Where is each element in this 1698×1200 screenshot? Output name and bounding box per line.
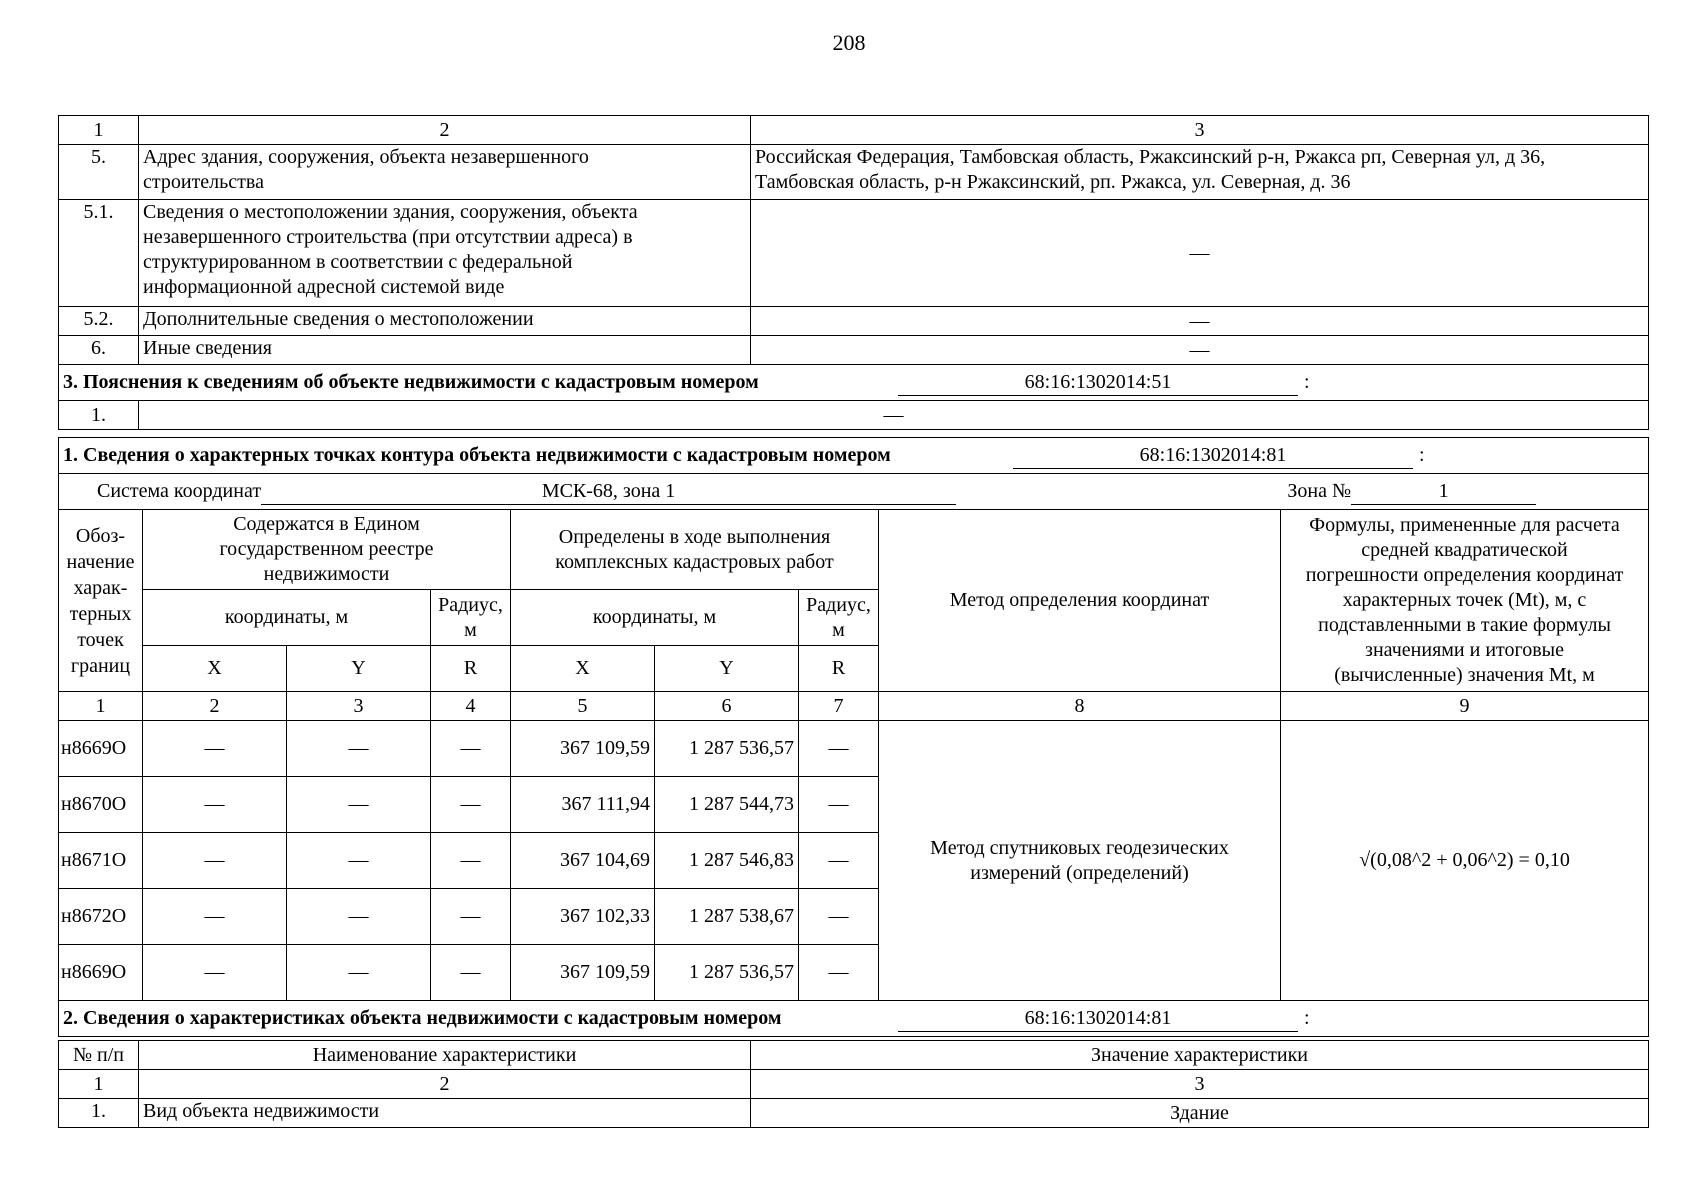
cadastral-number: 68:16:1302014:81 [898, 1006, 1298, 1032]
column-number: 3 [751, 1070, 1649, 1099]
point-name: н8670О [59, 777, 143, 833]
row-number: 5. [59, 145, 139, 200]
radius-header: Радиус, м [799, 590, 879, 646]
colon: : [1304, 370, 1310, 393]
row-number: 1. [59, 401, 139, 430]
characteristic-name: Иные сведения [139, 336, 751, 365]
r-value: — [799, 889, 879, 945]
table-row [59, 200, 1649, 307]
formula-value: √(0,08^2 + 0,06^2) = 0,10 [1281, 721, 1649, 1001]
column-number: 9 [1281, 692, 1649, 721]
column-number: 2 [139, 116, 751, 145]
point-row [59, 721, 1649, 777]
column-number-row [59, 692, 1649, 721]
coordinates-header: координаты, м [143, 590, 431, 646]
method-header: Метод определения координат [879, 510, 1281, 692]
x-egrn: — [143, 945, 287, 1001]
table-row [59, 145, 1649, 200]
row-number: 5.1. [59, 200, 139, 307]
r-value: — [799, 777, 879, 833]
column-number: 5 [511, 692, 655, 721]
contour-points-table [58, 437, 1649, 1037]
column-number: 8 [879, 692, 1281, 721]
column-number: 4 [431, 692, 511, 721]
cadastral-number: 68:16:1302014:81 [1013, 443, 1413, 469]
y-header: Y [287, 646, 431, 692]
radius-header: Радиус, м [431, 590, 511, 646]
column-number: 7 [799, 692, 879, 721]
column-header-row [59, 116, 1649, 145]
cadastral-number: 68:16:1302014:51 [898, 370, 1298, 396]
r-value: — [799, 945, 879, 1001]
characteristic-value: — [751, 336, 1649, 365]
characteristic-value: — [751, 307, 1649, 336]
x-value: 367 109,59 [511, 945, 655, 1001]
r-egrn: — [431, 833, 511, 889]
r-header: R [431, 646, 511, 692]
formula-header: Формулы, примененные для расчета средней квадратической погрешности определения координат характерных точек (Mt), м, с подставленными в такие формулы значениями и итоговые (вычисленные) значения Mt, м [1281, 510, 1649, 692]
x-value: 367 109,59 [511, 721, 655, 777]
x-value: 367 104,69 [511, 833, 655, 889]
section-2-header [59, 1001, 1649, 1037]
characteristic-name: Дополнительные сведения о местоположении [139, 307, 751, 336]
colon: : [1304, 1006, 1310, 1029]
x-egrn: — [143, 889, 287, 945]
x-value: 367 111,94 [511, 777, 655, 833]
row-number: 6. [59, 336, 139, 365]
y-egrn: — [287, 721, 431, 777]
point-name: н8672О [59, 889, 143, 945]
column-number: 1 [59, 116, 139, 145]
characteristic-value: Здание [751, 1099, 1649, 1128]
characteristic-name: Сведения о местоположении здания, сооружения, объекта незавершенного строительства (при отсутствии адреса) в структурированном в соответствии с федеральной информационной адресной системой виде [139, 200, 751, 307]
section-title: 1. Сведения о характерных точках контура объекта недвижимости с кадастровым номером [63, 443, 891, 466]
y-value: 1 287 546,83 [655, 833, 799, 889]
table-row [59, 401, 1649, 430]
column-number-row [59, 1070, 1649, 1099]
column-number: 1 [59, 1070, 139, 1099]
colon: : [1419, 443, 1425, 466]
y-egrn: — [287, 777, 431, 833]
r-value: — [799, 721, 879, 777]
y-value: 1 287 536,57 [655, 721, 799, 777]
y-value: 1 287 536,57 [655, 945, 799, 1001]
address-value: Российская Федерация, Тамбовская область, Ржаксинский р-н, Ржакса рп, Северная ул, д 36, Тамбовская область, р-н Ржаксинский, рп. Ржакса, ул. Северная, д. 36 [751, 145, 1649, 200]
r-header: R [799, 646, 879, 692]
y-egrn: — [287, 833, 431, 889]
r-egrn: — [431, 889, 511, 945]
point-name: н8669О [59, 945, 143, 1001]
r-egrn: — [431, 721, 511, 777]
x-egrn: — [143, 777, 287, 833]
section-title: 3. Пояснения к сведениям об объекте недвижимости с кадастровым номером [63, 370, 759, 393]
section-3-header [59, 365, 1649, 401]
header-row [59, 1041, 1649, 1070]
zone-value: 1 [1351, 479, 1536, 505]
complex-works-header: Определены в ходе выполнения комплексных кадастровых работ [511, 510, 879, 590]
top-info-table [58, 115, 1649, 430]
explanation-value: — [139, 401, 1649, 430]
y-egrn: — [287, 889, 431, 945]
r-egrn: — [431, 777, 511, 833]
x-egrn: — [143, 721, 287, 777]
x-header: X [511, 646, 655, 692]
y-egrn: — [287, 945, 431, 1001]
table-row [59, 307, 1649, 336]
r-egrn: — [431, 945, 511, 1001]
characteristics-table [58, 1040, 1649, 1128]
column-number: 6 [655, 692, 799, 721]
x-value: 367 102,33 [511, 889, 655, 945]
value-header: Значение характеристики [751, 1041, 1649, 1070]
section-title: 2. Сведения о характеристиках объекта недвижимости с кадастровым номером [63, 1006, 782, 1029]
row-number: 5.2. [59, 307, 139, 336]
y-value: 1 287 538,67 [655, 889, 799, 945]
point-name: н8669О [59, 721, 143, 777]
column-number: 3 [287, 692, 431, 721]
characteristic-name: Вид объекта недвижимости [139, 1099, 751, 1128]
header-row [59, 510, 1649, 590]
coordinate-system-row [59, 474, 1649, 510]
y-value: 1 287 544,73 [655, 777, 799, 833]
column-number: 2 [139, 1070, 751, 1099]
characteristic-value: — [751, 200, 1649, 307]
method-value: Метод спутниковых геодезических измерений (определений) [879, 721, 1281, 1001]
column-number: 1 [59, 692, 143, 721]
name-header: Наименование характеристики [139, 1041, 751, 1070]
column-number: 2 [143, 692, 287, 721]
coordinates-header: координаты, м [511, 590, 799, 646]
point-name: н8671О [59, 833, 143, 889]
coordinate-system-label: Система координат [97, 479, 262, 502]
section-1-header [59, 438, 1649, 474]
table-row [59, 336, 1649, 365]
designation-header: Обоз- начение харак- терных точек границ [59, 510, 143, 692]
number-header: № п/п [59, 1041, 139, 1070]
table-row [59, 1099, 1649, 1128]
x-header: X [143, 646, 287, 692]
page-number: 208 [832, 30, 866, 55]
r-value: — [799, 833, 879, 889]
y-header: Y [655, 646, 799, 692]
characteristic-name: Адрес здания, сооружения, объекта незавершенного строительства [139, 145, 751, 200]
x-egrn: — [143, 833, 287, 889]
zone-label: Зона № [1287, 479, 1352, 502]
row-number: 1. [59, 1099, 139, 1128]
column-number: 3 [751, 116, 1649, 145]
coordinate-system-value: МСК-68, зона 1 [261, 479, 956, 505]
egrn-header: Содержатся в Едином государственном реестре недвижимости [143, 510, 511, 590]
